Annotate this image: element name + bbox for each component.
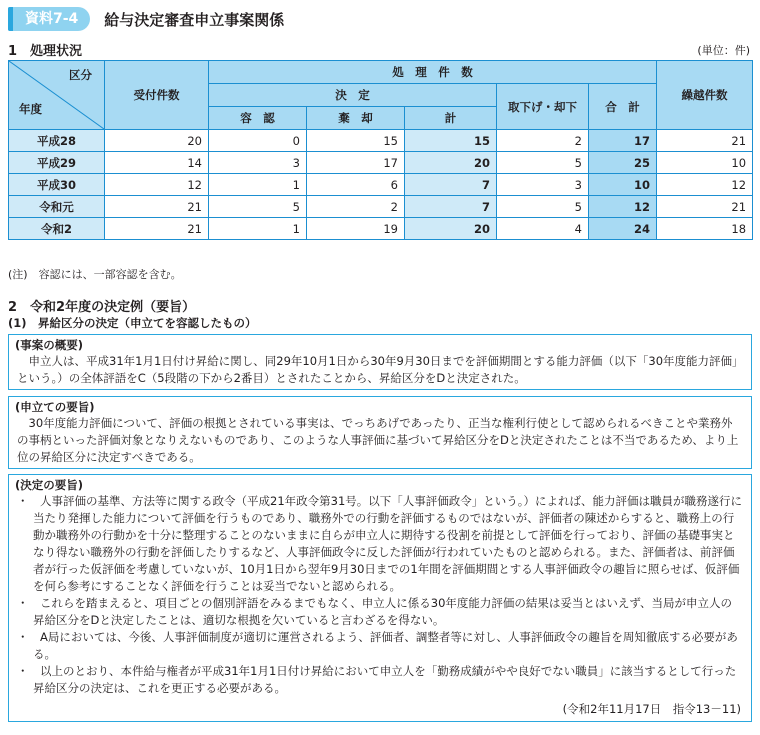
cell-reject: 15 (307, 130, 405, 152)
list-item: ・ A局においては、今後、人事評価制度が適切に運営されるよう、評価者、調整者等に対し、人事評価政令の趣旨を周知徹底する必要がある。 (17, 630, 738, 661)
decision-list (9, 493, 751, 699)
cell-total: 25 (589, 152, 657, 174)
row-year: 令和元 (9, 196, 105, 218)
claim-box (8, 396, 752, 469)
decision-citation: (令和2年11月17日 指令13－11) (562, 702, 741, 716)
cell-carry: 18 (657, 218, 753, 240)
row-year: 平成30 (9, 174, 105, 196)
cell-approve: 0 (209, 130, 307, 152)
cell-total: 17 (589, 130, 657, 152)
col-approve: 容 認 (209, 107, 307, 130)
row-year: 平成28 (9, 130, 105, 152)
cell-total: 12 (589, 196, 657, 218)
cell-withdraw: 5 (497, 152, 589, 174)
col-carry: 繰越件数 (657, 61, 753, 130)
section-1-title: 1 処理状況 (8, 44, 83, 59)
title-row (8, 6, 284, 32)
col-decision: 決 定 (209, 84, 497, 107)
cell-approve: 1 (209, 174, 307, 196)
decision-heading: (決定の要旨) (15, 478, 84, 492)
col-processing: 処 理 件 数 (209, 61, 657, 84)
cell-reject: 6 (307, 174, 405, 196)
case-summary-box (8, 334, 752, 390)
table-row (9, 196, 753, 218)
cell-reject: 19 (307, 218, 405, 240)
row-year: 令和2 (9, 218, 105, 240)
col-reject: 棄 却 (307, 107, 405, 130)
row-year: 平成29 (9, 152, 105, 174)
cell-withdraw: 4 (497, 218, 589, 240)
decision-box (8, 474, 752, 722)
cell-subtotal: 20 (405, 152, 497, 174)
list-item: ・ 以上のとおり、本件給与権者が平成31年1月1日付け昇給において申立人を「勤務成績がやや良好でない職員」に該当するとして行った昇給区分の決定は、これを更正する必要がある。 (17, 664, 737, 695)
cell-received: 20 (105, 130, 209, 152)
claim-text: 30年度能力評価について、評価の根拠とされている事実は、でっちあげであったり、正当な権利行使として認められるべきことや業務外の事柄といった評価対象となりえないものであり、このような人事評価に基づいて昇給区分をDと決定されたことは不当であるため、より上位の昇給区分に決定すべきである。 (17, 416, 739, 464)
page-title: 給与決定審査申立事案関係 (104, 10, 285, 29)
cell-subtotal: 20 (405, 218, 497, 240)
table-row (9, 152, 753, 174)
table-row (9, 218, 753, 240)
cell-subtotal: 7 (405, 174, 497, 196)
cell-approve: 1 (209, 218, 307, 240)
cell-carry: 21 (657, 130, 753, 152)
cell-carry: 21 (657, 196, 753, 218)
list-item: ・ これらを踏まえると、項目ごとの個別評語をみるまでもなく、申立人に係る30年度能力評価の結果は妥当とはいえず、当局が申立人の昇給区分をDと決定したことは、適切な根拠を欠いていると言わざるを得ない。 (17, 596, 732, 627)
table-row (9, 174, 753, 196)
section-2-title: 2 令和2年度の決定例（要旨） (8, 300, 196, 315)
section-2-subtitle: (1) 昇給区分の決定（申立てを容認したもの） (8, 316, 257, 330)
cell-received: 21 (105, 196, 209, 218)
cell-subtotal: 15 (405, 130, 497, 152)
cell-withdraw: 2 (497, 130, 589, 152)
cell-approve: 3 (209, 152, 307, 174)
corner-header (9, 61, 105, 130)
document-badge: 資料7-4 (8, 7, 90, 31)
col-subtotal: 計 (405, 107, 497, 130)
corner-year-label: 年度 (19, 102, 42, 116)
cell-received: 14 (105, 152, 209, 174)
cell-carry: 12 (657, 174, 753, 196)
cell-reject: 2 (307, 196, 405, 218)
cell-carry: 10 (657, 152, 753, 174)
col-received: 受付件数 (105, 61, 209, 130)
unit-label: (単位：件) (697, 44, 750, 57)
col-total: 合 計 (589, 84, 657, 130)
cell-approve: 5 (209, 196, 307, 218)
processing-status-table (8, 60, 753, 240)
table-note: (注) 容認には、一部容認を含む。 (8, 268, 182, 281)
cell-withdraw: 3 (497, 174, 589, 196)
cell-received: 21 (105, 218, 209, 240)
case-summary-heading: (事案の概要) (15, 338, 84, 352)
corner-category-label: 区分 (69, 68, 92, 82)
claim-heading: (申立ての要旨) (15, 400, 95, 414)
case-summary-text: 申立人は、平成31年1月1日付け昇給に関し、同29年10月1日から30年9月30日までを評価期間とする能力評価（以下「30年度能力評価」という。）の全体評語をC（5段階の下から2番目）とされたことから、昇給区分をDと決定された。 (17, 354, 738, 385)
cell-subtotal: 7 (405, 196, 497, 218)
col-withdraw: 取下げ・却下 (497, 84, 589, 130)
cell-reject: 17 (307, 152, 405, 174)
list-item: ・ 人事評価の基準、方法等に関する政令（平成21年政令第31号。以下「人事評価政令」という。）によれば、能力評価は職員が職務遂行に当たり発揮した能力について評価を行うものであり、職務外での行動を評価するものではないが、評価者の陳述からすると、職務上の行動か職務外の行動かを十分に整理することのないままに自らが申立人に期待する役割を前提として評価を行っており、評価の基礎事実となり得ない職務外の行動を評価したりするなど、人事評価政令に反した評価が行われていたものと認められる。また、評価者は、前評価者が行った仮評価を考慮していないが、10月1日から翌年9月30日までの1年間を評価期間とする人事評価政令の趣旨に照らせば、仮評価を何ら参考にすることなく評価を行うことは妥当でないと認められる。 (17, 494, 743, 593)
cell-withdraw: 5 (497, 196, 589, 218)
cell-received: 12 (105, 174, 209, 196)
table-row (9, 130, 753, 152)
cell-total: 24 (589, 218, 657, 240)
cell-total: 10 (589, 174, 657, 196)
